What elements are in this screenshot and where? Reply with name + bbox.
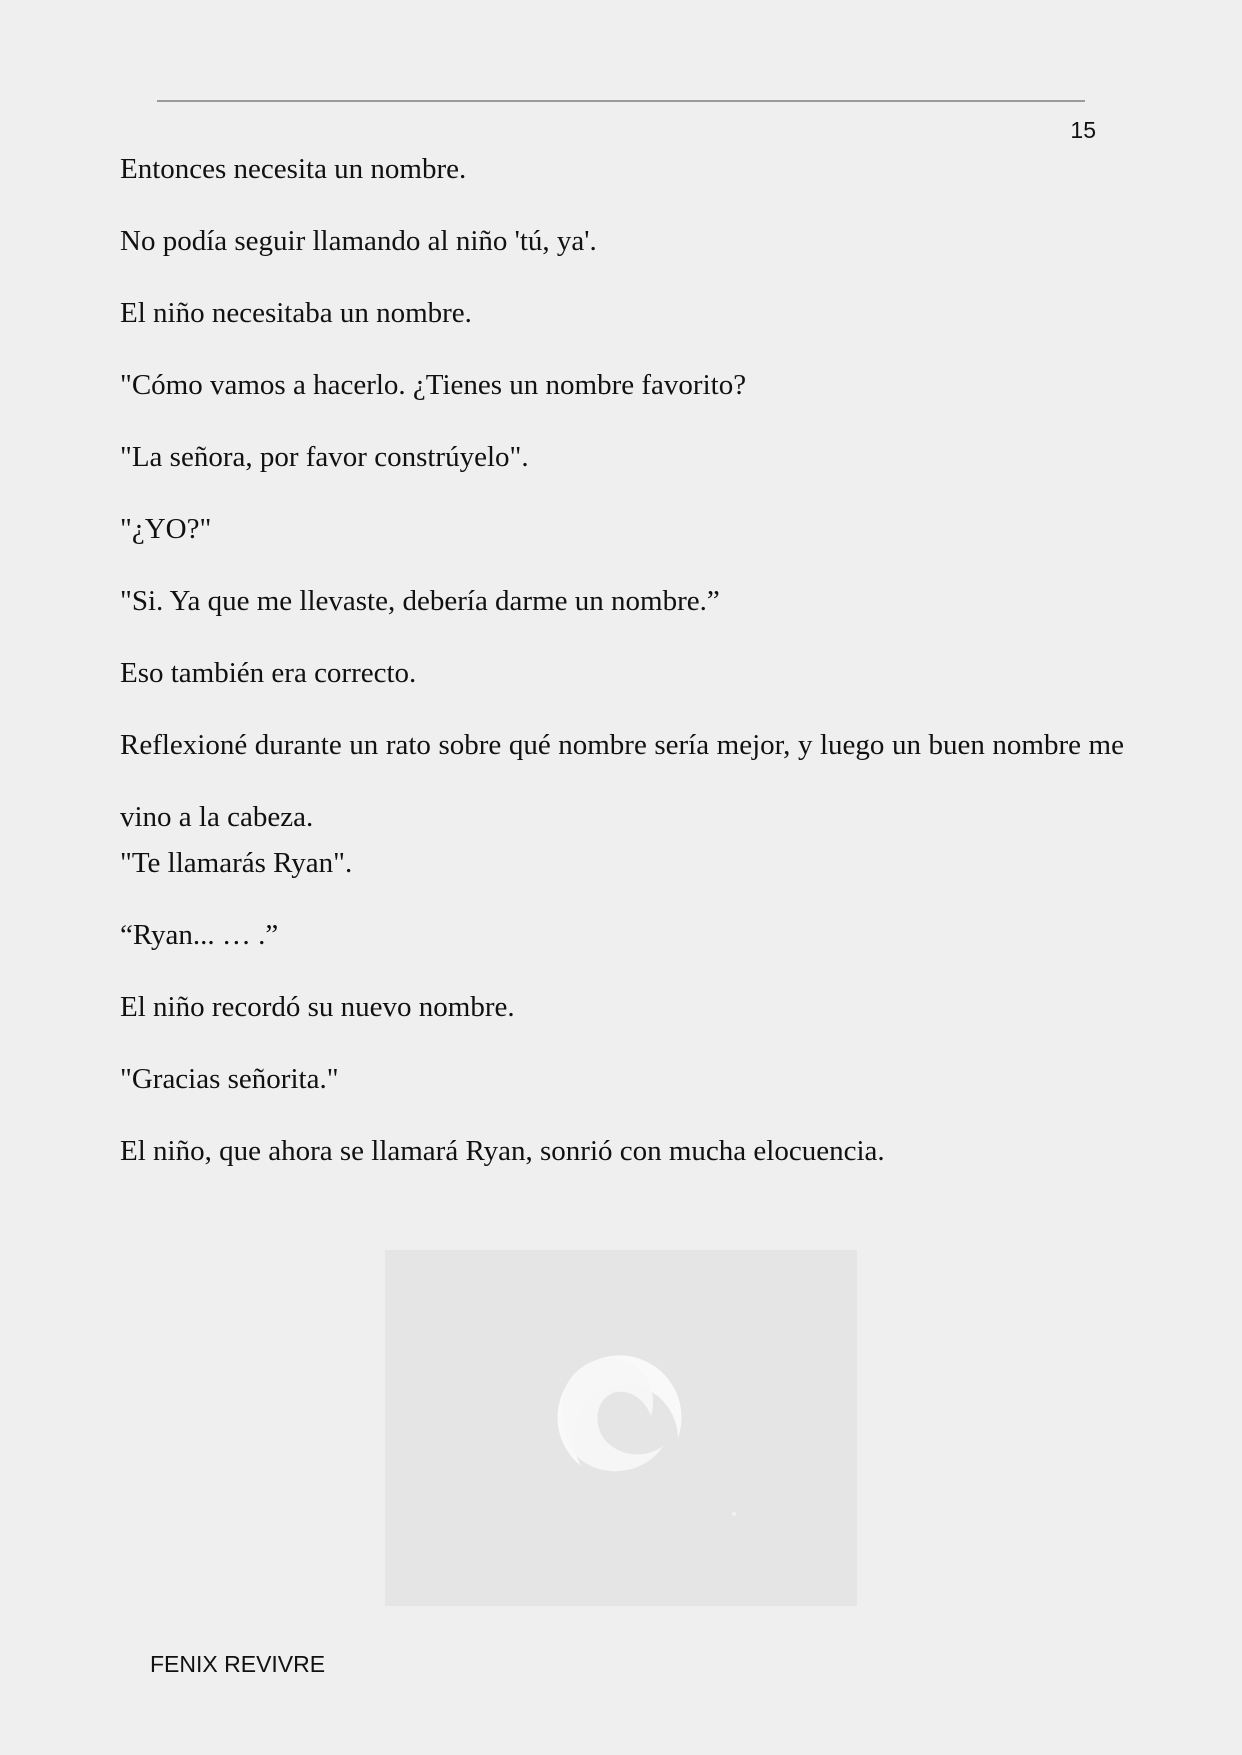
footer-text: FENIX REVIVRE [150, 1651, 326, 1677]
paragraph: "Te llamarás Ryan". [120, 847, 353, 879]
body-text [120, 146, 1124, 1200]
paragraph: Reflexioné durante un rato sobre qué nombre sería mejor, y luego un buen nombre me vino a la cabeza. [120, 729, 1124, 833]
paragraph: El niño necesitaba un nombre. [120, 297, 472, 329]
paragraph: El niño recordó su nuevo nombre. [120, 991, 515, 1023]
paragraph: Eso también era correcto. [120, 657, 417, 689]
illustration-placeholder [385, 1250, 857, 1606]
header-divider [157, 100, 1085, 102]
paragraph: "Gracias señorita." [120, 1063, 339, 1095]
paragraph: El niño, que ahora se llamará Ryan, sonrió con mucha elocuencia. [120, 1135, 885, 1167]
paragraph: Entonces necesita un nombre. [120, 153, 467, 185]
paragraph: "¿YO?" [120, 513, 212, 545]
phoenix-swirl-logo-icon [385, 1250, 857, 1606]
paragraph: "Cómo vamos a hacerlo. ¿Tienes un nombre favorito? [120, 369, 747, 401]
paragraph: “Ryan... … .” [120, 919, 279, 951]
paragraph: "Si. Ya que me llevaste, debería darme un nombre.” [120, 585, 720, 617]
paragraph: No podía seguir llamando al niño 'tú, ya'. [120, 225, 597, 257]
paragraph: "La señora, por favor constrúyelo". [120, 441, 529, 473]
page-number: 15 [1070, 117, 1096, 143]
